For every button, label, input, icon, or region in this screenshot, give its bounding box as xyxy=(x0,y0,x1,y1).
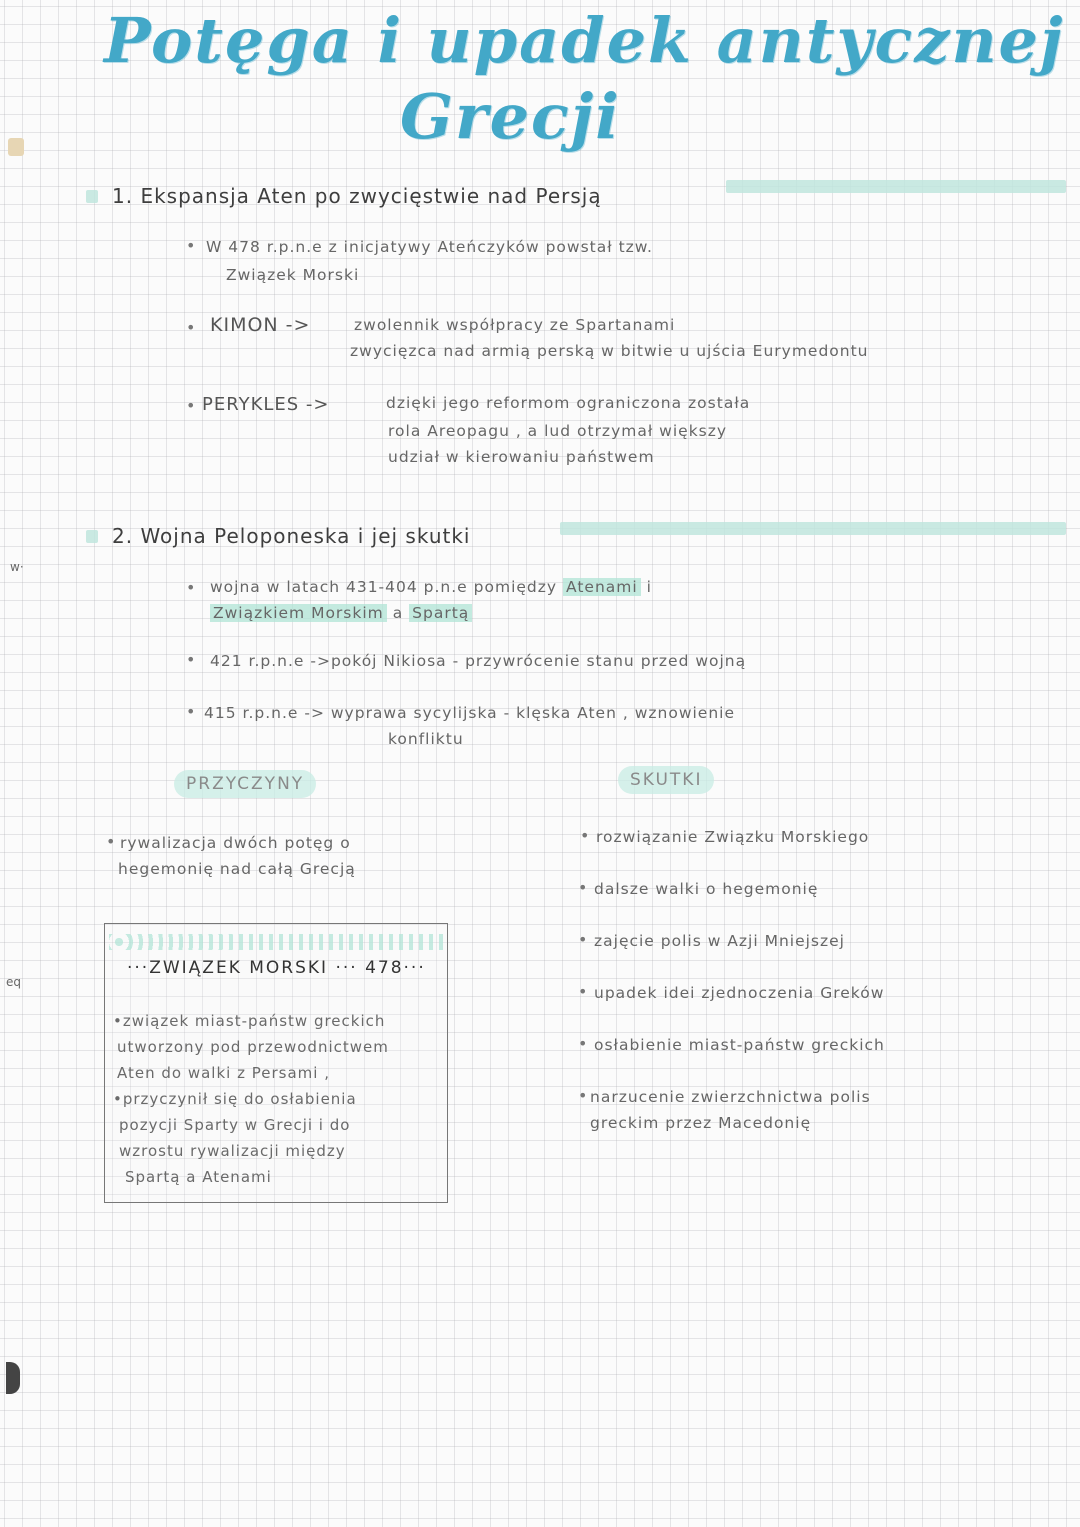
s2-item1-highlight-zwiazek: Związkiem Morskim xyxy=(210,604,387,622)
section1-highlight-left xyxy=(86,190,98,203)
causes-label: PRZYCZYNY xyxy=(174,770,316,798)
bullet-dot: • xyxy=(186,318,196,337)
s1-item2-line2: zwycięzca nad armią perską w bitwie u ujścia Eurymedontu xyxy=(350,342,869,360)
causes-item1-line1: rywalizacja dwóch potęg o xyxy=(120,834,351,852)
s1-item3-line2: rola Areopagu , a lud otrzymał większy xyxy=(388,422,728,440)
s2-item1-a: a xyxy=(392,604,404,622)
s2-item1-line1 xyxy=(210,578,652,596)
margin-tab xyxy=(6,1362,20,1394)
effects-item1: rozwiązanie Związku Morskiego xyxy=(596,828,870,846)
section1-highlight xyxy=(726,180,1066,193)
effects-item2: dalsze walki o hegemonię xyxy=(594,880,819,898)
s2-item3-line1: 415 r.p.n.e -> wyprawa sycylijska - klęska Aten , wznowienie xyxy=(204,704,736,722)
info-box-line: wzrostu rywalizacji między xyxy=(119,1142,346,1160)
bullet-dot: • xyxy=(186,650,196,669)
decorative-wave xyxy=(109,934,443,950)
s2-item2-line1: 421 r.p.n.e ->pokój Nikiosa - przywrócenie stanu przed wojną xyxy=(210,652,747,670)
bullet-dot: • xyxy=(186,236,196,255)
bullet-dot: • xyxy=(186,578,196,597)
info-box-line: •przyczynił się do osłabienia xyxy=(113,1090,357,1108)
bullet-dot: • xyxy=(580,826,590,845)
info-box-line: •związek miast-państw greckich xyxy=(113,1012,386,1030)
bullet-dot: • xyxy=(186,396,196,415)
effects-item6-line2: greckim przez Macedonię xyxy=(590,1114,812,1132)
effects-item6-line1: narzucenie zwierzchnictwa polis xyxy=(590,1088,871,1106)
effects-item5: osłabienie miast-państw greckich xyxy=(594,1036,885,1054)
info-box-line: pozycji Sparty w Grecji i do xyxy=(119,1116,351,1134)
s2-item1-highlight-sparta: Spartą xyxy=(409,604,472,622)
bullet-dot: • xyxy=(578,930,588,949)
effects-label: SKUTKI xyxy=(618,766,714,794)
s1-item1-line1: W 478 r.p.n.e z inicjatywy Ateńczyków powstał tzw. xyxy=(206,238,653,256)
section1-heading: 1. Ekspansja Aten po zwycięstwie nad Persją xyxy=(112,184,602,208)
page-title-line1: Potęga i upadek antycznej xyxy=(104,4,1065,77)
section2-highlight-left xyxy=(86,530,98,543)
margin-mark xyxy=(8,138,24,156)
bullet-dot: • xyxy=(186,702,196,721)
s1-item1-line2: Związek Morski xyxy=(226,266,360,284)
s1-item2-line1: zwolennik współpracy ze Spartanami xyxy=(354,316,676,334)
info-box-title: ···ZWIĄZEK MORSKI ··· 478··· xyxy=(127,958,426,978)
s2-item3-line2: konfliktu xyxy=(388,730,464,748)
info-box-line: utworzony pod przewodnictwem xyxy=(117,1038,389,1056)
s2-item1-conj: i xyxy=(646,578,652,596)
bullet-dot: • xyxy=(578,982,588,1001)
causes-item1-line2: hegemonię nad całą Grecją xyxy=(118,860,356,878)
s1-item3-line1: dzięki jego reformom ograniczona została xyxy=(386,394,751,412)
page-title-line2: Grecji xyxy=(400,80,621,153)
s1-item3-line3: udział w kierowaniu państwem xyxy=(388,448,655,466)
bullet-dot: • xyxy=(578,1034,588,1053)
margin-text-2: eq xyxy=(6,975,21,989)
section2-heading: 2. Wojna Peloponeska i jej skutki xyxy=(112,524,471,548)
s1-item3-label: PERYKLES -> xyxy=(202,394,330,415)
bullet-dot: • xyxy=(578,1086,588,1105)
info-box-zwiazek-morski xyxy=(104,923,448,1203)
s2-item1-line2 xyxy=(210,604,472,622)
bullet-dot: • xyxy=(578,878,588,897)
s2-item1-text: wojna w latach 431-404 p.n.e pomiędzy xyxy=(210,578,558,596)
margin-text-1: w· xyxy=(10,560,24,574)
effects-item3: zajęcie polis w Azji Mniejszej xyxy=(594,932,845,950)
section2-highlight xyxy=(560,522,1066,535)
s2-item1-highlight-atenami: Atenami xyxy=(563,578,641,596)
effects-item4: upadek idei zjednoczenia Greków xyxy=(594,984,885,1002)
bullet-dot: • xyxy=(106,832,116,851)
info-box-line: Spartą a Atenami xyxy=(125,1168,272,1186)
info-box-line: Aten do walki z Persami , xyxy=(117,1064,330,1082)
s1-item2-label: KIMON -> xyxy=(210,314,311,336)
